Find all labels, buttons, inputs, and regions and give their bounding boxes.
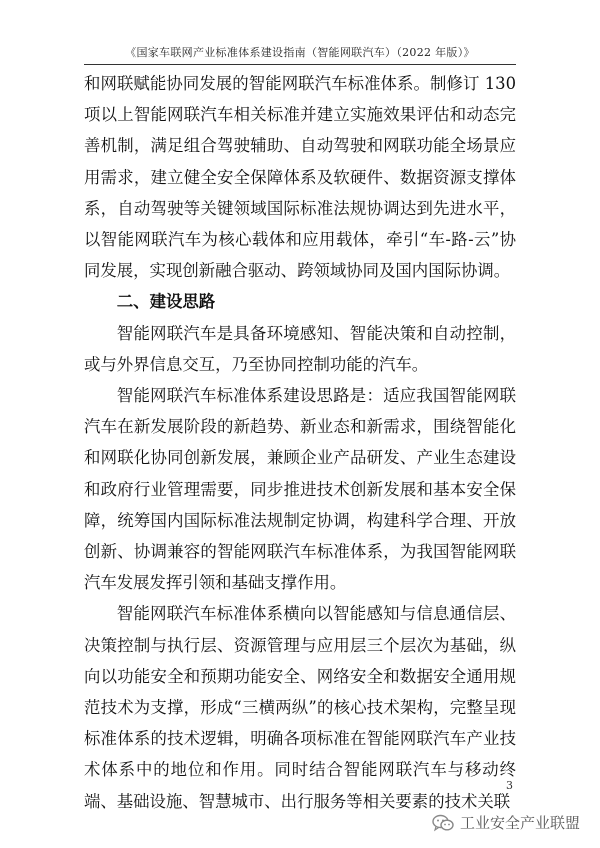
section-heading: 二、建设思路 — [116, 292, 216, 312]
paragraph-2: 智能网联汽车是具备环境感知、智能决策和自动控制，或与外界信息交互，乃至协同控制功能的汽车。 — [84, 323, 516, 374]
body-text — [84, 68, 516, 817]
wechat-icon — [432, 814, 454, 832]
paragraph-3: 智能网联汽车标准体系建设思路是：适应我国智能网联汽车在新发展阶段的新趋势、新业态和新需求，围绕智能化和网联化协同创新发展，兼顾企业产品研发、产业生态建设和政府行业管理需要，同步推进技术创新发展和基本安全保障，统筹国内国际标准法规制定协调，构建科学合理、开放创新、协调兼容的智能网联汽车标准体系，为我国智能网联汽车发展发挥引领和基础支撑作用。 — [84, 386, 516, 593]
watermark — [432, 812, 580, 833]
paragraph-4: 智能网联汽车标准体系横向以智能感知与信息通信层、决策控制与执行层、资源管理与应用层三个层次为基础，纵向以功能安全和预期功能安全、网络安全和数据安全通用规范技术为支撑，形成“三横两纵”的核心技术架构，完整呈现标准体系的技术逻辑，明确各项标准在智能网联汽车产业技术体系中的地位和作用。同时结合智能网联汽车与移动终端、基础设施、智慧城市、出行服务等相关要素的技术关联 — [84, 604, 516, 811]
watermark-text: 工业安全产业联盟 — [460, 814, 581, 832]
page-number: 3 — [506, 779, 513, 792]
running-header: 《国家车联网产业标准体系建设指南（智能网联汽车）（2022 年版）》 — [125, 46, 475, 59]
header-rule — [84, 64, 516, 65]
paragraph-1: 和网联赋能协同发展的智能网联汽车标准体系。制修订 130 项以上智能网联汽车相关标准并建立实施效果评估和动态完善机制，满足组合驾驶辅助、自动驾驶和网联功能全场景应用需求，建立健全安全保障体系及软硬件、数据资源支撑体系，自动驾驶等关键领域国际标准法规协调达到先进水平，以智能网联汽车为核心载体和应用载体，牵引“车-路-云”协同发展，实现创新融合驱动、跨领域协同及国内国际协调。 — [84, 74, 516, 281]
